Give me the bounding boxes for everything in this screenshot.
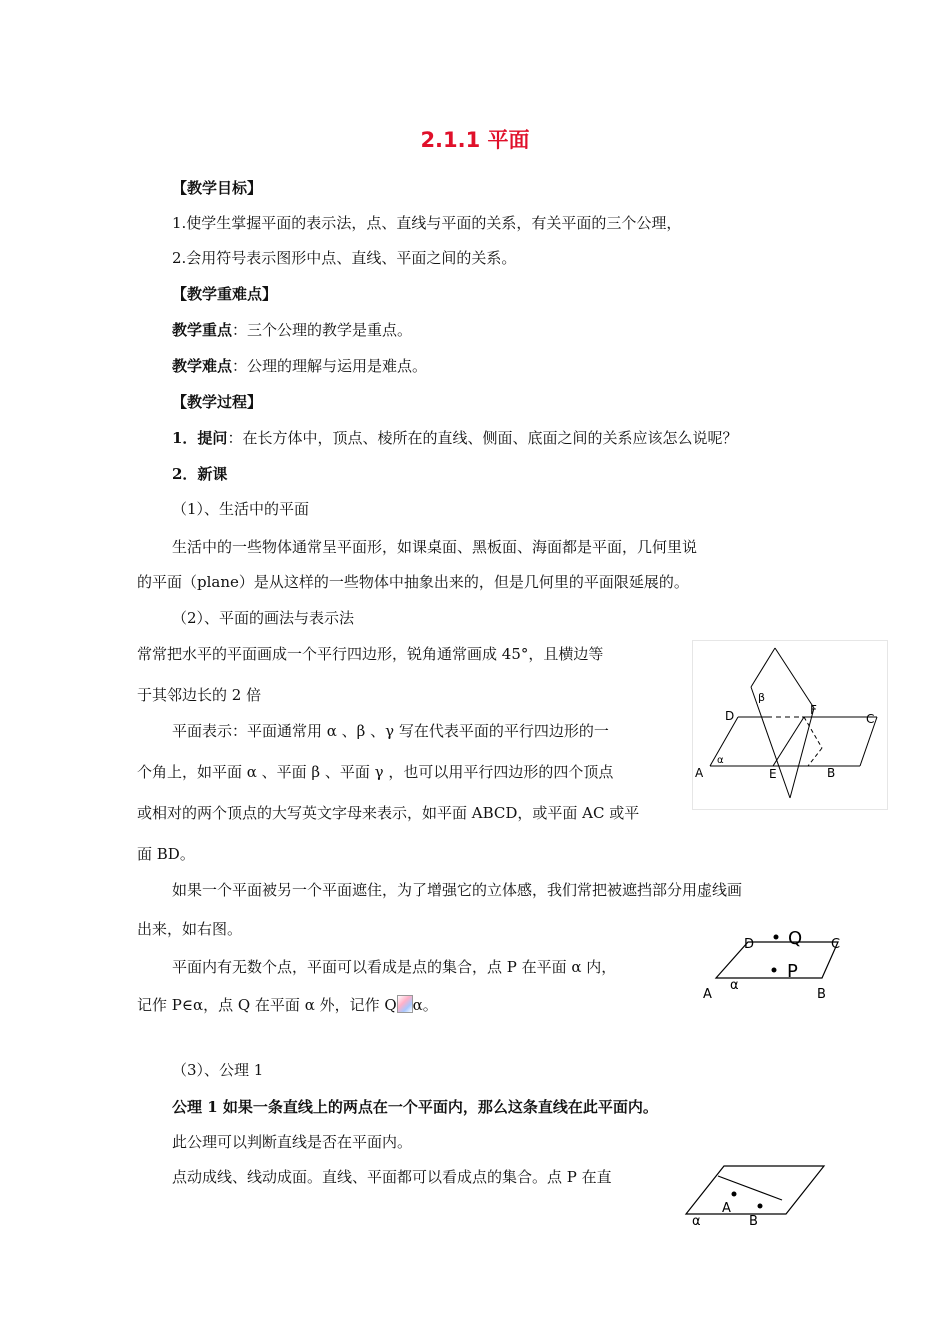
axiom-1 xyxy=(172,1097,658,1117)
paragraph-1-line-1: 生活中的一些物体通常呈平面形，如课桌面、黑板面、海面都是平面，几何里说 xyxy=(172,538,698,556)
sub-heading-1: （1）、生活中的平面 xyxy=(172,500,310,518)
label-alpha: α xyxy=(692,1214,701,1229)
label-c: C xyxy=(831,937,841,952)
point-b xyxy=(758,1204,763,1209)
intersecting-planes-figure xyxy=(692,640,888,810)
label-e: E xyxy=(769,767,777,781)
new-lesson-heading: 2．新课 xyxy=(172,465,228,483)
label-p: P xyxy=(787,961,798,982)
key-point xyxy=(172,320,412,340)
axiom-1-text: 如果一条直线上的两点在一个平面内，那么这条直线在此平面内。 xyxy=(217,1098,658,1116)
label-alpha: α xyxy=(717,755,724,766)
label-b: B xyxy=(817,987,826,1002)
line-in-plane-figure xyxy=(678,1160,838,1232)
not-in-symbol-icon xyxy=(397,995,413,1013)
label-alpha: α xyxy=(730,978,739,993)
axiom-1-label: 公理 1 xyxy=(172,1098,218,1116)
label-d: D xyxy=(744,937,755,952)
page-title: 2.1.1 平面 xyxy=(420,128,530,152)
label-d: D xyxy=(725,709,735,723)
paragraph-3-line-3: 或相对的两个顶点的大写英文字母来表示，如平面 ABCD，或平面 AC 或平 xyxy=(137,804,640,822)
paragraph-4-line-2: 出来，如右图。 xyxy=(137,920,243,938)
difficulty-text: ：公理的理解与运用是难点。 xyxy=(232,357,428,375)
label-f: F xyxy=(810,703,817,717)
point-q xyxy=(774,935,779,940)
paragraph-5-text-a: 记作 P∈α，点 Q 在平面 α 外，记作 Q xyxy=(137,996,397,1014)
label-a: A xyxy=(695,766,704,780)
difficulty-label: 教学难点 xyxy=(172,357,233,375)
paragraph-3-line-1: 平面表示：平面通常用 α 、β 、γ 写在代表平面的平行四边形的一 xyxy=(172,722,609,740)
paragraph-3-line-2: 个角上，如平面 α 、平面 β 、平面 γ ，也可以用平行四边形的四个顶点 xyxy=(137,763,614,781)
paragraph-7: 点动成线、线动成面。直线、平面都可以看成点的集合。点 P 在直 xyxy=(172,1168,612,1186)
label-q: Q xyxy=(788,928,803,949)
difficulty-point xyxy=(172,356,427,376)
label-c: C xyxy=(866,712,875,726)
paragraph-5-line-1: 平面内有无数个点，平面可以看成是点的集合，点 P 在平面 α 内， xyxy=(172,958,617,976)
label-a: A xyxy=(703,987,712,1002)
label-beta: β xyxy=(758,691,766,704)
point-a xyxy=(732,1192,737,1197)
question-label: 1．提问 xyxy=(172,429,228,447)
key-text: ：三个公理的教学是重点。 xyxy=(232,321,413,339)
paragraph-6: 此公理可以判断直线是否在平面内。 xyxy=(172,1133,413,1151)
sub-heading-2: （2）、平面的画法与表示法 xyxy=(172,609,355,627)
paragraph-5-text-b: α。 xyxy=(412,996,438,1014)
label-a: A xyxy=(722,1201,731,1216)
paragraph-5-line-2 xyxy=(137,995,438,1015)
paragraph-2-line-2: 于其邻边长的 2 倍 xyxy=(137,686,262,704)
sub-heading-3: （3）、公理 1 xyxy=(172,1061,264,1079)
label-b: B xyxy=(749,1214,758,1229)
point-p xyxy=(772,968,777,973)
paragraph-3-line-4: 面 BD。 xyxy=(137,845,195,863)
objective-1: 1.使学生掌握平面的表示法，点、直线与平面的关系，有关平面的三个公理， xyxy=(172,214,682,232)
key-label: 教学重点 xyxy=(172,321,233,339)
label-b: B xyxy=(827,766,836,780)
paragraph-1-line-2: 的平面（plane）是从这样的一些物体中抽象出来的，但是几何里的平面限延展的。 xyxy=(137,573,689,591)
objective-2: 2.会用符号表示图形中点、直线、平面之间的关系。 xyxy=(172,249,517,267)
objectives-heading: 【教学目标】 xyxy=(172,179,263,197)
key-points-heading: 【教学重难点】 xyxy=(172,285,278,303)
paragraph-2-line-1: 常常把水平的平面画成一个平行四边形，锐角通常画成 45°，且横边等 xyxy=(137,645,604,663)
plane-points-figure xyxy=(698,924,848,1004)
question xyxy=(172,428,737,448)
question-text: ：在长方体中，顶点、棱所在的直线、侧面、底面之间的关系应该怎么说呢？ xyxy=(227,429,738,447)
paragraph-4-line-1: 如果一个平面被另一个平面遮住，为了增强它的立体感，我们常把被遮挡部分用虚线画 xyxy=(172,881,743,899)
process-heading: 【教学过程】 xyxy=(172,393,263,411)
